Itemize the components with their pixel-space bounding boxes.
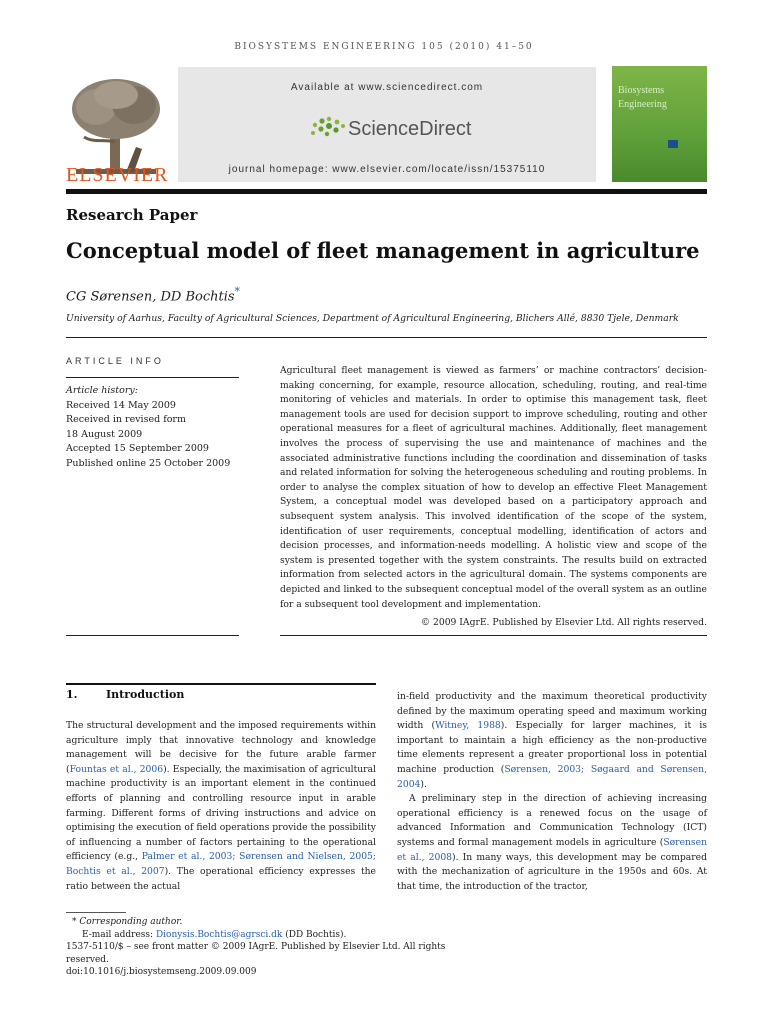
citation-link[interactable]: Sørensen, 2003; Søgaard and Sørensen, 2004 bbox=[397, 763, 707, 790]
cover-title-line2: Engineering bbox=[618, 99, 667, 110]
footnote-rule bbox=[66, 912, 126, 913]
footnotes bbox=[66, 916, 466, 979]
section-number: 1. bbox=[66, 688, 78, 701]
text-run: in-field productivity and the maximum theoretical productivity defined by the maximum operating speed and maximum working width ( bbox=[397, 691, 707, 732]
authors bbox=[66, 285, 240, 304]
text-run: ). bbox=[420, 778, 427, 790]
citation-link[interactable]: Fountas et al., 2006 bbox=[69, 763, 164, 775]
issn-note: 1537-5110/$ – see front matter © 2009 IAgrE. Published by Elsevier Ltd. All rights reserved. bbox=[66, 942, 446, 965]
history-item: 18 August 2009 bbox=[66, 428, 143, 440]
history-item: Published online 25 October 2009 bbox=[66, 457, 231, 469]
running-head: BIOSYSTEMS ENGINEERING 105 (2010) 41–50 bbox=[234, 42, 534, 52]
text-run: A preliminary step in the direction of achieving increasing operational efficiency is a renewed focus on the usage of advanced Information and Communication Technology (ICT) systems and formal management models in agriculture ( bbox=[397, 793, 707, 848]
text-run: ). Especially for larger machines, it is important to maintain a high efficiency as the non-productive time elements represent a greater proportional loss in potential machine production ( bbox=[397, 720, 707, 775]
doi-note[interactable]: doi:10.1016/j.biosystemseng.2009.09.009 bbox=[66, 967, 257, 977]
sciencedirect-logo[interactable]: ScienceDirect bbox=[348, 118, 472, 140]
journal-homepage[interactable]: journal homepage: www.elsevier.com/locate/issn/15375110 bbox=[228, 164, 546, 175]
cover-badge bbox=[668, 140, 678, 148]
corresponding-author-note: * Corresponding author. bbox=[72, 917, 183, 927]
available-at-text[interactable]: Available at www.sciencedirect.com bbox=[290, 82, 484, 93]
email-note bbox=[66, 929, 466, 942]
email-label: E-mail address: bbox=[82, 929, 156, 940]
history-item: Accepted 15 September 2009 bbox=[66, 443, 209, 455]
paragraph bbox=[397, 792, 707, 894]
text-run: The structural development and the imposed requirements within agriculture imply that innovative technology and knowledge management will be decisive for the future arable farmer ( bbox=[66, 720, 376, 775]
cover-title bbox=[618, 84, 667, 112]
citation-link[interactable]: Palmer et al., 2003; Sørensen and Nielsen, 2005; Bochtis et al., 2007 bbox=[66, 851, 376, 877]
sciencedirect-dots-icon bbox=[305, 113, 351, 143]
text-run: ). The operational efficiency expresses the ratio between the actual bbox=[66, 865, 376, 892]
text-run: ). In many ways, this development may be compared with the mechanization of agriculture in the 1950s and 60s. At that time, the introduction of the tractor, bbox=[397, 851, 707, 892]
section-rule bbox=[66, 683, 376, 685]
right-column-text bbox=[397, 690, 707, 894]
article-type: Research Paper bbox=[66, 206, 198, 224]
history-item: Received 14 May 2009 bbox=[66, 399, 176, 411]
abstract: Agricultural fleet management is viewed as farmers’ or machine contractors’ decision-making concerning, for example, resource allocation, scheduling, routing, and real-time monitoring of vehicles and materials. In order to optimise this management task, fleet management tools are used for decision support to improve scheduling, routing and other operational measures for a fleet of agricultural machines. Additionally, fleet management involves the process of supervising the use and maintenance of machines and the associated administrative functions including the coordination and dissemination of tasks and related information for solving the heterogeneous scheduling and routing problems. In order to analyse the complex situation of how to develop an effective Fleet Management System, a conceptual model was developed based on a participatory approach and subsequent system analysis. This involved identification of the scope of the system, identification of user requirements, conceptual modelling, identification of actors and decision processes, and information-needs modelling. A holistic view and scope of the system is presented together with the system constraints. The results build on extracted information from selected actors in the agricultural domain. The systems components are depicted and linked to the subsequent conceptual model of the overall system as an outline for a subsequent tool development and implementation. bbox=[280, 365, 707, 610]
left-column-text bbox=[66, 719, 376, 894]
article-title: Conceptual model of fleet management in agriculture bbox=[66, 238, 700, 263]
paragraph bbox=[397, 690, 707, 792]
author-names: CG Sørensen, DD Bochtis bbox=[66, 289, 235, 305]
section-title: Introduction bbox=[106, 688, 185, 701]
article-info-rule bbox=[66, 377, 239, 378]
email-suffix: (DD Bochtis). bbox=[282, 929, 347, 940]
corresponding-author-marker[interactable]: * bbox=[234, 285, 240, 298]
cover-title-line1: Biosystems bbox=[618, 85, 665, 96]
abstract-copyright: © 2009 IAgrE. Published by Elsevier Ltd. All rights reserved. bbox=[420, 617, 707, 628]
article-info-bottom-rule bbox=[66, 635, 239, 636]
citation-link[interactable]: Sørensen et al., 2008 bbox=[397, 836, 707, 863]
history-label: Article history: bbox=[66, 385, 138, 396]
email-link[interactable]: Dionysis.Bochtis@agrsci.dk bbox=[155, 929, 283, 940]
article-history bbox=[66, 384, 241, 472]
header-rule bbox=[66, 189, 707, 194]
title-rule bbox=[66, 337, 707, 338]
section-heading bbox=[66, 688, 184, 701]
citation-link[interactable]: Witney, 1988 bbox=[435, 720, 501, 732]
affiliation: University of Aarhus, Faculty of Agricultural Sciences, Department of Agricultural Engineering, Blichers Allé, 8830 Tjele, Denmark bbox=[66, 313, 679, 324]
article-info-heading: ARTICLE INFO bbox=[66, 356, 164, 366]
text-run: ). Especially, the maximisation of agricultural machine productivity is an important element in the continued efforts of planning and controlling resource input in arable farming. Different forms of driving instructions and advice on optimising the execution of field operations provide the possibility of influencing a number of factors pertaining to the operational efficiency (e.g., bbox=[66, 763, 376, 863]
abstract-rule bbox=[280, 635, 707, 636]
elsevier-wordmark: ELSEVIER bbox=[66, 164, 169, 186]
history-item: Received in revised form bbox=[66, 414, 186, 426]
